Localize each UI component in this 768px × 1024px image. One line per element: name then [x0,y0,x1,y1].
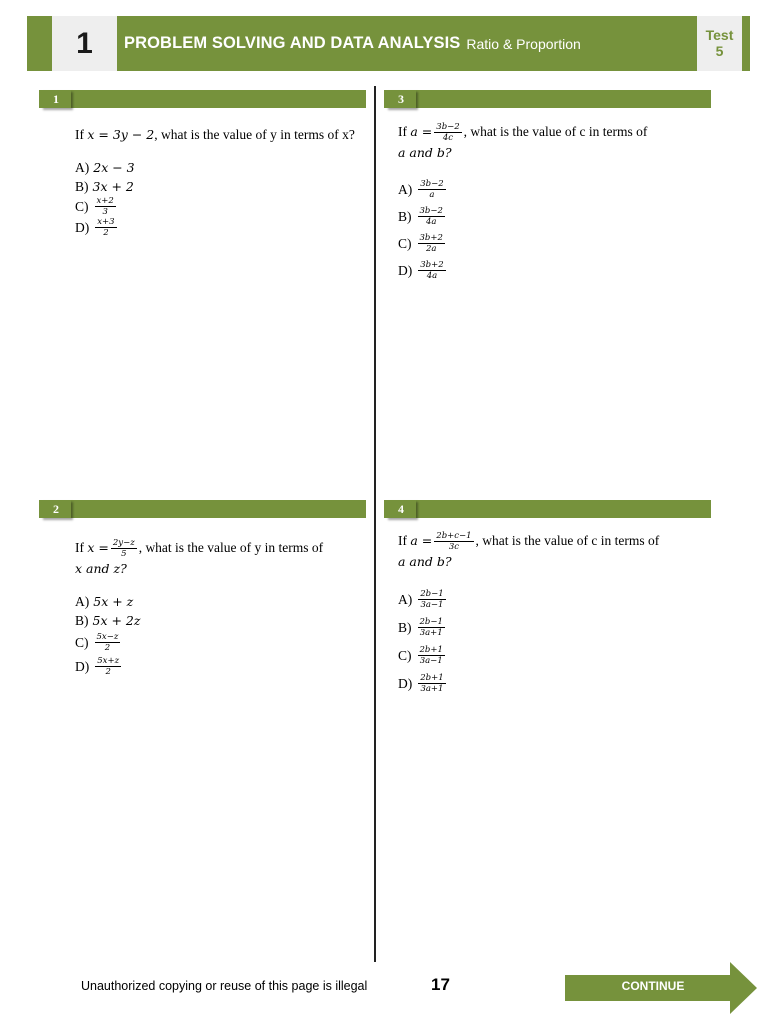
header-left-accent [27,16,52,71]
question-4 [398,531,698,697]
page-number: 17 [431,975,450,994]
test-number: 5 [715,43,724,59]
fraction: $\frac{x+3}{2}$ [97,217,115,238]
answer-option-a[interactable]: A) 2x − 3 [75,160,135,175]
question-number-badge: 4 [386,500,416,518]
test-badge [697,16,742,71]
answer-option-a[interactable]: A) $\frac{2b-1}{3a-1}$ [398,588,444,610]
question-number-badge: 1 [41,90,71,108]
header-bar [117,16,697,71]
answer-option-b[interactable]: B) 5x + 2z [75,613,141,629]
test-label: Test [705,27,734,43]
answer-option-a[interactable]: A) $\frac{3b-2}{a}$ [398,179,444,201]
answer-option-c[interactable]: C) $\frac{x+2}{3}$ [75,196,114,217]
question-bar-4 [384,500,711,518]
answer-option-b[interactable]: B) 3x + 2 [75,179,134,194]
answer-option-c[interactable]: C) $\frac{2b+1}{3a-1}$ [398,644,443,666]
question-number-badge: 2 [41,500,71,518]
fraction: $\frac{x+2}{3}$ [96,196,114,217]
section-title: PROBLEM SOLVING AND DATA ANALYSIS [124,34,461,52]
question-stem: If x = 3y − 2, what is the value of y in terms of x? [75,127,355,142]
section-subtitle: Ratio & Proportion [466,35,581,52]
question-bar-2 [39,500,366,518]
header-right-accent [742,16,750,71]
fraction: $\frac{3b+2}{4a}$ [420,260,444,282]
fraction: $\frac{2y-z}{5}$ [112,538,135,560]
question-stem: If x = $\frac{2y-z}{5}$ , what is the value of y in terms of x and z? [75,538,324,577]
question-bar-3 [384,90,711,108]
question-stem: If a = $\frac{3b-2}{4c}$ , what is the value of c in terms of a and b? [398,122,648,161]
fraction: $\frac{2b-1}{3a+1}$ [419,616,443,638]
answer-option-d[interactable]: D) $\frac{5x+z}{2}$ [75,655,120,677]
answer-option-b[interactable]: B) $\frac{2b-1}{3a+1}$ [398,616,443,638]
fraction: $\frac{5x-z}{2}$ [96,631,119,653]
answer-option-a[interactable]: A) 5x + z [75,594,134,610]
fraction: $\frac{2b+1}{3a-1}$ [419,644,443,666]
question-1 [75,125,365,238]
fraction: $\frac{3b-2}{4c}$ [436,122,460,144]
answer-option-b[interactable]: B) $\frac{3b-2}{4a}$ [398,206,443,228]
fraction: $\frac{5x+z}{2}$ [97,655,120,677]
question-stem: If a = $\frac{2b+c-1}{3c}$ , what is the value of c in terms of a and b? [398,531,660,570]
fraction: $\frac{2b+c-1}{3c}$ [436,531,472,553]
question-2 [75,538,365,678]
section-number: 1 [52,16,117,71]
fraction: $\frac{3b-2}{4a}$ [419,206,443,228]
continue-button[interactable]: CONTINUE [621,979,685,993]
answer-option-c[interactable]: C) $\frac{5x-z}{2}$ [75,631,119,653]
question-3 [398,122,698,284]
stem-equation: x = 3y − 2 [87,127,155,142]
question-number-badge: 3 [386,90,416,108]
answer-option-d[interactable]: D) $\frac{3b+2}{4a}$ [398,260,444,282]
copyright-notice: Unauthorized copying or reuse of this page is illegal [81,979,368,993]
answer-option-d[interactable]: D) $\frac{x+3}{2}$ [75,217,115,238]
answer-option-c[interactable]: C) $\frac{3b+2}{2a}$ [398,233,443,255]
fraction: $\frac{3b+2}{2a}$ [419,233,443,255]
question-bar-1 [39,90,366,108]
fraction: $\frac{2b+1}{3a+1}$ [420,672,444,694]
answer-option-d[interactable]: D) $\frac{2b+1}{3a+1}$ [398,672,444,694]
fraction: $\frac{3b-2}{a}$ [420,179,444,201]
fraction: $\frac{2b-1}{3a-1}$ [420,588,444,610]
column-divider [374,86,376,962]
